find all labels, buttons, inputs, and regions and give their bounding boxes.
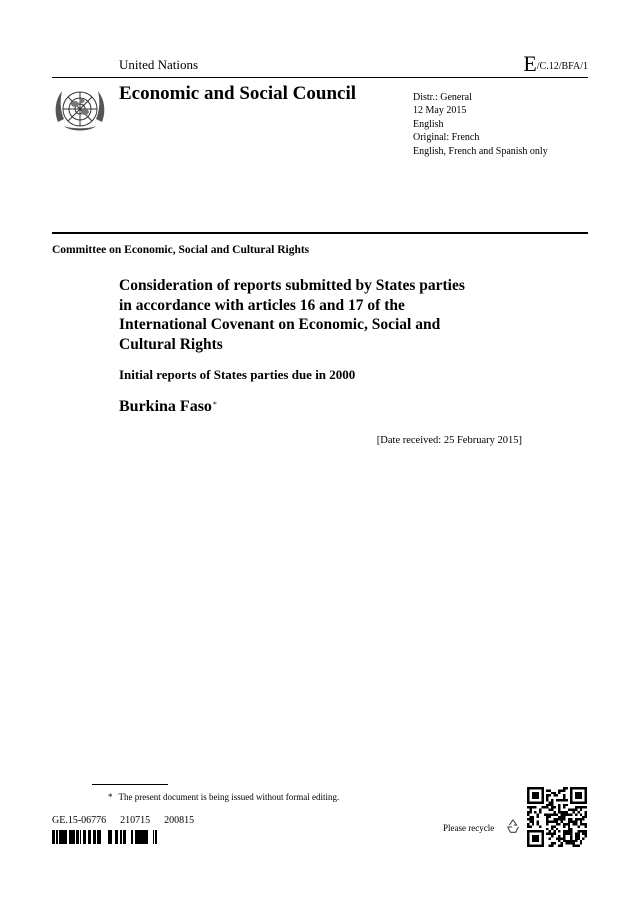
document-symbol-code: /C.12/BFA/1 [536,61,588,72]
footnote-reference: * [212,400,217,409]
council-title: Economic and Social Council [119,83,356,104]
footnote-text: The present document is being issued without formal editing. [118,792,340,802]
distribution-block [413,91,548,158]
distribution-type: Distr.: General [413,92,472,103]
country-label: Burkina Faso [119,398,212,415]
title-line: Consideration of reports submitted by States parties [119,277,465,294]
section-rule [52,232,588,234]
distribution-language: English [413,118,444,130]
footnote-rule [92,784,168,785]
ge-number: GE.15-06776 [52,815,107,826]
available-languages: English, French and Spanish only [413,145,548,157]
committee-name: Committee on Economic, Social and Cultural Rights [52,244,310,256]
recycle-icon [504,817,522,835]
header-rule [52,77,588,78]
document-subtitle: Initial reports of States parties due in 2000 [119,367,356,382]
document-symbol [523,53,588,75]
original-language: Original: French [413,132,480,144]
date-received: [Date received: 25 February 2015] [376,435,522,446]
footnote [108,792,339,802]
recycle-label: Please recycle [443,823,495,833]
document-symbol-letter: E [523,51,537,76]
document-number [52,815,208,826]
code-first: 210715 [120,815,151,826]
organization-label: United Nations [119,57,199,72]
qr-code-image [527,787,587,847]
distribution-date: 12 May 2015 [413,105,467,117]
code-second: 200815 [164,815,195,826]
title-line: International Covenant on Economic, Social and [119,316,441,333]
country-name [119,398,217,416]
barcode-image [52,830,160,844]
title-line: in accordance with articles 16 and 17 of the [119,296,405,314]
title-line: Cultural Rights [119,335,223,353]
un-emblem-icon [52,82,108,138]
footnote-marker: * [108,792,113,802]
document-title [119,276,539,354]
